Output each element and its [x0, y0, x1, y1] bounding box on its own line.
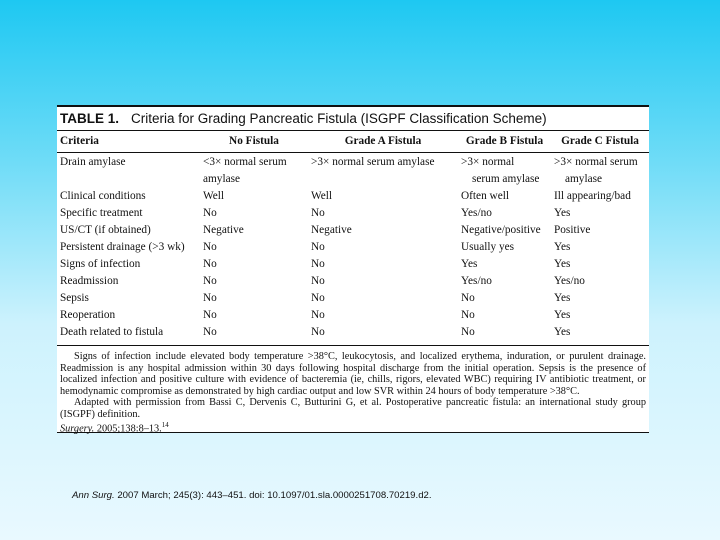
table-cell: Persistent drainage (>3 wk)	[60, 241, 185, 253]
table-cell: Positive	[554, 224, 591, 236]
table-row	[57, 291, 649, 308]
table-cell: Death related to fistula	[60, 326, 164, 338]
table-cell: No	[203, 309, 217, 321]
criteria-table	[57, 131, 649, 346]
table-row	[57, 274, 649, 291]
column-header: Criteria	[57, 131, 200, 153]
footnote-source-sup: 14	[161, 421, 169, 429]
table-cell: Yes	[554, 258, 571, 270]
footnote-source-journal: Surgery.	[60, 423, 95, 435]
table-cell	[57, 172, 200, 189]
footnote-definitions: Signs of infection include elevated body temperature >38°C, leukocytosis, and localized erythema, induration, or purulent drainage. Readmission is any hospital admission within 30 days following hospital discharge from the initial operation. Sepsis is the presence of localized infection and positive culture with evidence of bacteremia (ie, chills, rigors, elevated WBC) requiring IV antibiotic treatment, or hemodynamic compromise as demonstrated by high cardiac output and low SVR within 24 hours of body temperature >38°C.	[60, 351, 646, 397]
column-header: Grade B Fistula	[458, 131, 551, 153]
footnote-source-text: Adapted with permission from Bassi C, Dervenis C, Butturini G, et al. Postoperative pancreatic fistula: an international study group (ISGPF) definition.	[60, 397, 646, 420]
table-cell: No	[203, 292, 217, 304]
table-footnote	[57, 346, 649, 435]
table-row	[57, 223, 649, 240]
table-header-row	[57, 131, 649, 153]
table-cell: No	[311, 207, 325, 219]
table-cell: No	[203, 275, 217, 287]
table-cell: No	[311, 258, 325, 270]
table-cell: >3× normal serum amylase	[311, 156, 435, 168]
table-cell	[308, 172, 458, 189]
table-cell: Negative/positive	[461, 224, 541, 236]
table-panel	[57, 105, 649, 433]
table-title-bar	[57, 105, 649, 131]
table-cell: Readmission	[60, 275, 119, 287]
table-row	[57, 172, 649, 189]
table-cell: Yes	[554, 241, 571, 253]
table-cell: Yes	[554, 309, 571, 321]
table-row	[57, 206, 649, 223]
footnote-source	[60, 397, 646, 435]
table-row	[57, 153, 649, 173]
table-cell: Clinical conditions	[60, 190, 146, 202]
table-cell: >3× normal serum	[554, 156, 638, 168]
table-cell: No	[311, 275, 325, 287]
table-cell: Yes/no	[461, 275, 492, 287]
table-cell: No	[461, 292, 475, 304]
table-cell: Yes	[554, 326, 571, 338]
citation-journal: Ann Surg.	[72, 490, 115, 501]
table-cell: Signs of infection	[60, 258, 141, 270]
table-cell: Negative	[203, 224, 244, 236]
table-cell: Reoperation	[60, 309, 116, 321]
table-cell: serum amylase	[472, 173, 540, 185]
table-cell: Well	[203, 190, 225, 202]
table-cell: US/CT (if obtained)	[60, 224, 151, 236]
table-cell: No	[311, 326, 325, 338]
table-cell: Specific treatment	[60, 207, 143, 219]
table-cell: amylase	[565, 173, 603, 185]
table-cell: Sepsis	[60, 292, 89, 304]
table-cell: No	[203, 326, 217, 338]
column-header: No Fistula	[200, 131, 308, 153]
table-label: TABLE 1.	[60, 111, 120, 126]
table-cell: Yes	[554, 292, 571, 304]
table-row	[57, 308, 649, 325]
table-cell: Usually yes	[461, 241, 515, 253]
table-cell: amylase	[203, 173, 241, 185]
table-cell: Yes/no	[461, 207, 492, 219]
table-cell: No	[311, 309, 325, 321]
table-cell: Yes	[554, 207, 571, 219]
table-cell: Drain amylase	[60, 156, 126, 168]
table-cell: No	[203, 241, 217, 253]
table-cell: Often well	[461, 190, 509, 202]
table-cell: No	[311, 292, 325, 304]
column-header: Grade A Fistula	[308, 131, 458, 153]
table-cell: No	[203, 207, 217, 219]
table-cell: No	[461, 309, 475, 321]
table-row	[57, 325, 649, 346]
table-row	[57, 240, 649, 257]
table-cell: Ill appearing/bad	[554, 190, 631, 202]
table-row	[57, 257, 649, 274]
table-bottom-rule	[57, 432, 649, 433]
column-header: Grade C Fistula	[551, 131, 649, 153]
table-cell: >3× normal	[461, 156, 515, 168]
table-cell: Yes	[461, 258, 478, 270]
table-cell: Negative	[311, 224, 352, 236]
table-cell: Yes/no	[554, 275, 585, 287]
table-cell: No	[311, 241, 325, 253]
table-row	[57, 189, 649, 206]
table-cell: <3× normal serum	[203, 156, 287, 168]
table-cell: Well	[311, 190, 333, 202]
table-cell: No	[203, 258, 217, 270]
citation-details: 2007 March; 245(3): 443–451. doi: 10.1097/01.sla.0000251708.70219.d2.	[117, 490, 432, 501]
footnote-source-ref: 2005;138:8–13.	[96, 423, 162, 435]
table-cell: No	[461, 326, 475, 338]
citation	[72, 490, 432, 501]
table-title: Criteria for Grading Pancreatic Fistula (ISGPF Classification Scheme)	[131, 111, 547, 126]
